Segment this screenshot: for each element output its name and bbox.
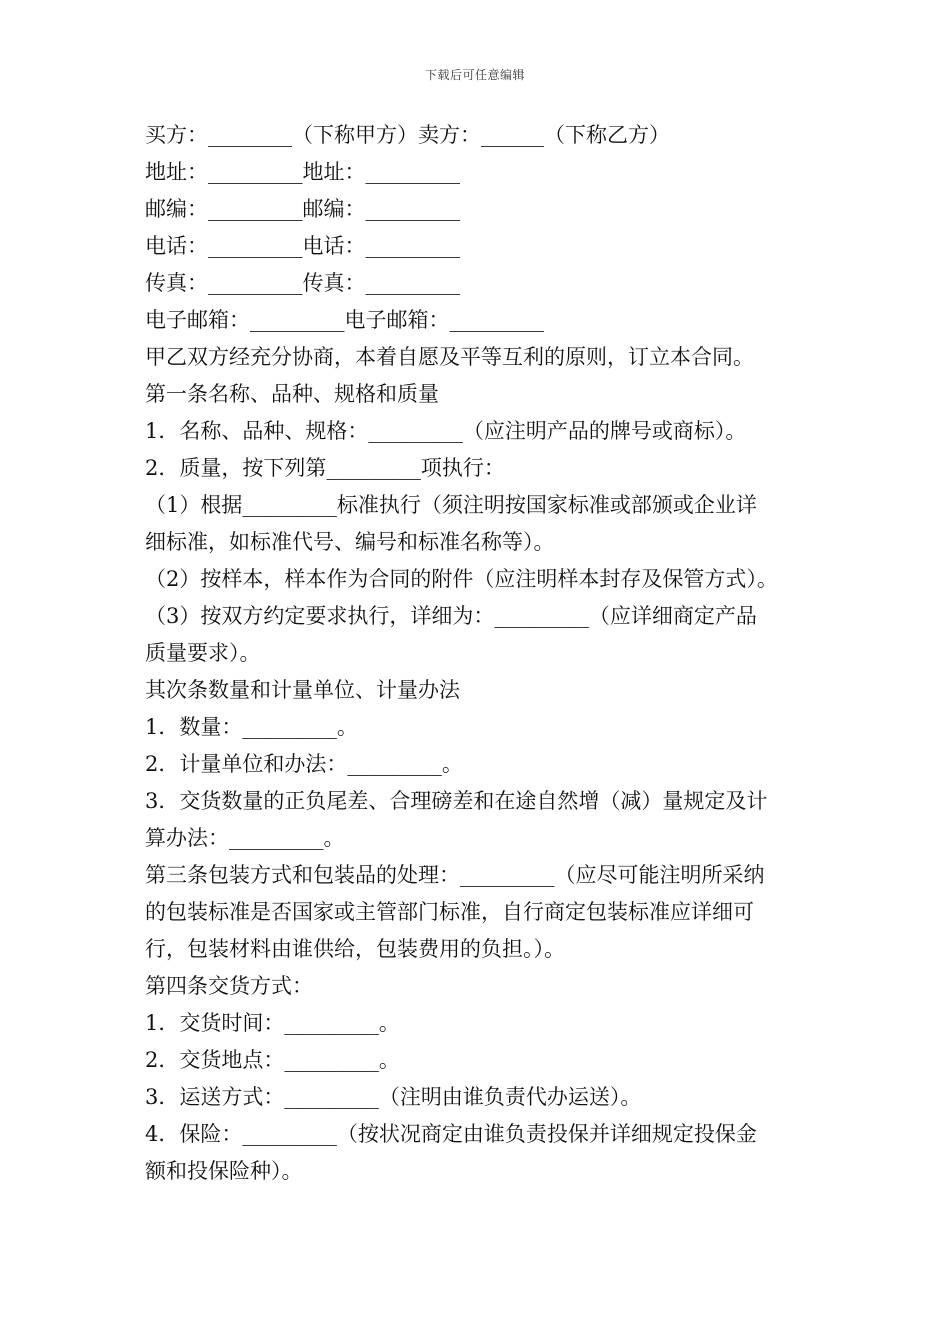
article-2-item-3: 3．交货数量的正负尾差、合理磅差和在途自然增（减）量规定及计 [145,789,768,813]
article-3-cont-1: 的包装标准是否国家或主管部门标准，自行商定包装标准应详细可 [145,900,754,924]
article-4-item-2: 2．交货地点：_________。 [145,1048,400,1072]
article-3-heading: 第三条包装方式和包装品的处理：_________（应尽可能注明所采纳 [145,863,765,887]
article-1-subitem-2: （2）按样本，样本作为合同的附件（应注明样本封存及保管方式）。 [145,567,778,591]
phone-line: 电话：_________电话：_________ [145,234,460,258]
postcode-line: 邮编：_________邮编：_________ [145,197,460,221]
header-note: 下载后可任意编辑 [424,68,525,82]
address-line: 地址：_________地址：_________ [145,160,460,184]
article-1-subitem-1: （1）根据_________标准执行（须注明按国家标准或部颁或企业详 [145,493,757,517]
preamble-line: 甲乙双方经充分协商，本着自愿及平等互利的原则，订立本合同。 [145,345,754,369]
article-1-subitem-3-cont: 质量要求）。 [145,641,261,665]
article-3-cont-2: 行，包装材料由谁供给，包装费用的负担。）。 [145,937,565,961]
article-2-item-2: 2．计量单位和办法：_________。 [145,752,463,776]
article-1-heading: 第一条名称、品种、规格和质量 [145,382,439,406]
email-line: 电子邮箱：_________电子邮箱：_________ [145,308,544,332]
article-1-subitem-3: （3）按双方约定要求执行，详细为：_________（应详细商定产品 [145,604,757,628]
article-2-item-3-cont: 算办法：_________。 [145,826,345,850]
article-2-item-1: 1．数量：_________。 [145,715,358,739]
article-4-item-1: 1．交货时间：_________。 [145,1011,400,1035]
article-1-subitem-1-cont: 细标准，如标准代号、编号和标准名称等）。 [145,530,555,554]
article-1-item-2: 2．质量，按下列第_________项执行： [145,456,505,480]
article-4-item-4: 4．保险：_________（按状况商定由谁负责投保并详细规定投保金 [145,1122,757,1146]
fax-line: 传真：_________传真：_________ [145,271,460,295]
article-2-heading: 其次条数量和计量单位、计量办法 [145,678,460,702]
article-4-item-4-cont: 额和投保险种）。 [145,1159,303,1183]
article-4-heading: 第四条交货方式： [145,974,313,998]
contract-body [145,117,815,1190]
article-4-item-3: 3．运送方式：_________（注明由谁负责代办运送）。 [145,1085,642,1109]
article-1-item-1: 1．名称、品种、规格：_________（应注明产品的牌号或商标）。 [145,419,747,443]
buyer-seller-line: 买方：________（下称甲方）卖方：______（下称乙方） [145,123,670,147]
